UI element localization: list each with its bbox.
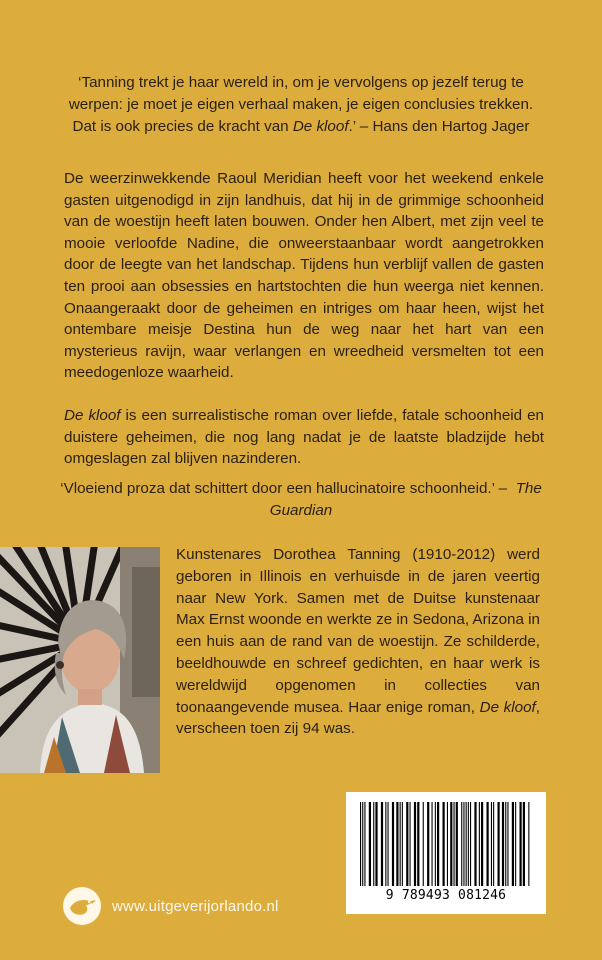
isbn-barcode xyxy=(346,792,546,914)
barcode-bar xyxy=(474,802,476,886)
barcode-bar xyxy=(432,802,433,886)
barcode-bar xyxy=(388,802,389,886)
barcode-bar xyxy=(468,802,469,886)
author-bio-text xyxy=(176,544,540,740)
barcode-bar xyxy=(507,802,508,886)
barcode-bar xyxy=(396,802,398,886)
barcode-bar xyxy=(512,802,514,886)
quote-top-title: De kloof xyxy=(292,118,349,135)
barcode-bar xyxy=(479,802,480,886)
barcode-bar xyxy=(410,802,411,886)
author-photo-image xyxy=(0,547,160,773)
barcode-bar xyxy=(466,802,467,886)
barcode-bar xyxy=(498,802,500,886)
barcode-bar xyxy=(381,802,383,886)
barcode-bar xyxy=(360,802,361,886)
barcode-bar xyxy=(435,802,436,886)
barcode-bar xyxy=(414,802,416,886)
review-quote-bottom xyxy=(60,478,542,522)
barcode-bar xyxy=(400,802,401,886)
barcode-bar xyxy=(470,802,471,886)
barcode-bar xyxy=(423,802,424,886)
barcode-bar xyxy=(385,802,386,886)
quote-top-attribution: .’ – Hans den Hartog Jager xyxy=(348,118,530,135)
barcode-bar xyxy=(373,802,374,886)
barcode-bar xyxy=(369,802,371,886)
barcode-bar xyxy=(493,802,494,886)
author-bio-end: , verscheen toen zij 94 was. xyxy=(176,698,540,738)
blurb-paragraph-2-text: is een surrealistische roman over liefde, fatale schoonheid en duistere geheimen, die nog lang nadat je de laatste bladzijde hebt omgeslagen zal blijven nazinderen. xyxy=(64,406,545,468)
barcode-bar xyxy=(502,802,504,886)
quote-top-text: ‘Tanning trekt je haar wereld in, om je vervolgens op jezelf terug te werpen: je moet je eigen verhaal maken, je eigen conclusies trekken. Dat is ook precies de kracht van xyxy=(68,74,534,135)
barcode-bar xyxy=(417,802,419,886)
barcode-bar xyxy=(364,802,365,886)
blurb-paragraph-1: De weerzinwekkende Raoul Meridian heeft voor het weekend enkele gasten uitgenodigd in zijn landhuis, dat hij in de grimmige schoonheid van de woestijn heeft laten bouwen. Onder hen Albert, met zijn veel te mooie verloofde Nadine, die onweerstaanbaar wordt aangetrokken door de leegte van het landschap. Tijdens hun verblijf vallen de gasten ten prooi aan obsessies en hartstochten die hun weerga niet kennen. Onaangeraakt door de geheimen en intriges om haar heen, wijst het ontembare meisje Destina hun de weg naar het hart van een mysterieus ravijn, waar verlangen en wreedheid versmelten tot een meedogenloze waarheid. xyxy=(64,170,544,382)
barcode-bar xyxy=(450,802,452,886)
barcode-bar xyxy=(461,802,462,886)
barcode-bar xyxy=(515,802,516,886)
barcode-bar xyxy=(437,802,439,886)
publisher-footer xyxy=(62,886,279,926)
barcode-bar xyxy=(406,802,408,886)
barcode-bar xyxy=(402,802,403,886)
barcode-bar xyxy=(463,802,464,886)
barcode-bar xyxy=(456,802,458,886)
publisher-website[interactable]: www.uitgeverijorlando.nl xyxy=(112,897,279,915)
quote-bottom-source: The Guardian xyxy=(269,480,542,519)
barcode-bar xyxy=(491,802,492,886)
publisher-bird-logo-icon xyxy=(62,886,102,926)
isbn-number: 9 789493 081246 xyxy=(385,888,507,903)
barcode-bar xyxy=(481,802,483,886)
barcode-bar xyxy=(520,802,522,886)
barcode-bar xyxy=(362,802,363,886)
barcode-bar xyxy=(523,802,525,886)
quote-bottom-text: ‘Vloeiend proza dat schittert door een hallucinatoire schoonheid.’ – xyxy=(60,480,508,497)
author-bio-body: Kunstenares Dorothea Tanning (1910-2012) werd geboren in Illinois en verhuisde in de jaren veertig naar New York. Samen met de Duitse kunstenaar Max Ernst woonde en werkte ze in Sedona, Arizona in een huis aan de rand van de woestijn. Ze schilderde, beeldhouwde en schreef gedichten, en haar werk is wereldwijd opgenomen in collecties van toonaangevende musea. Haar enige roman, xyxy=(176,546,540,716)
blurb-paragraph-2 xyxy=(64,405,544,470)
barcode-bar xyxy=(454,802,455,886)
author-bio xyxy=(176,544,540,740)
review-quote-top xyxy=(60,72,542,138)
barcode-bar xyxy=(392,802,394,886)
barcode-bar xyxy=(427,802,429,886)
barcode-bar xyxy=(487,802,489,886)
author-photo xyxy=(0,547,160,773)
book-blurb xyxy=(64,168,544,470)
author-bio-title: De kloof xyxy=(479,698,536,716)
barcode-bar xyxy=(447,802,448,886)
barcode-bars xyxy=(346,792,546,892)
blurb-title: De kloof xyxy=(64,406,121,424)
barcode-bar xyxy=(375,802,377,886)
barcode-bar xyxy=(528,802,529,886)
barcode-bar xyxy=(505,802,506,886)
barcode-bar xyxy=(443,802,445,886)
